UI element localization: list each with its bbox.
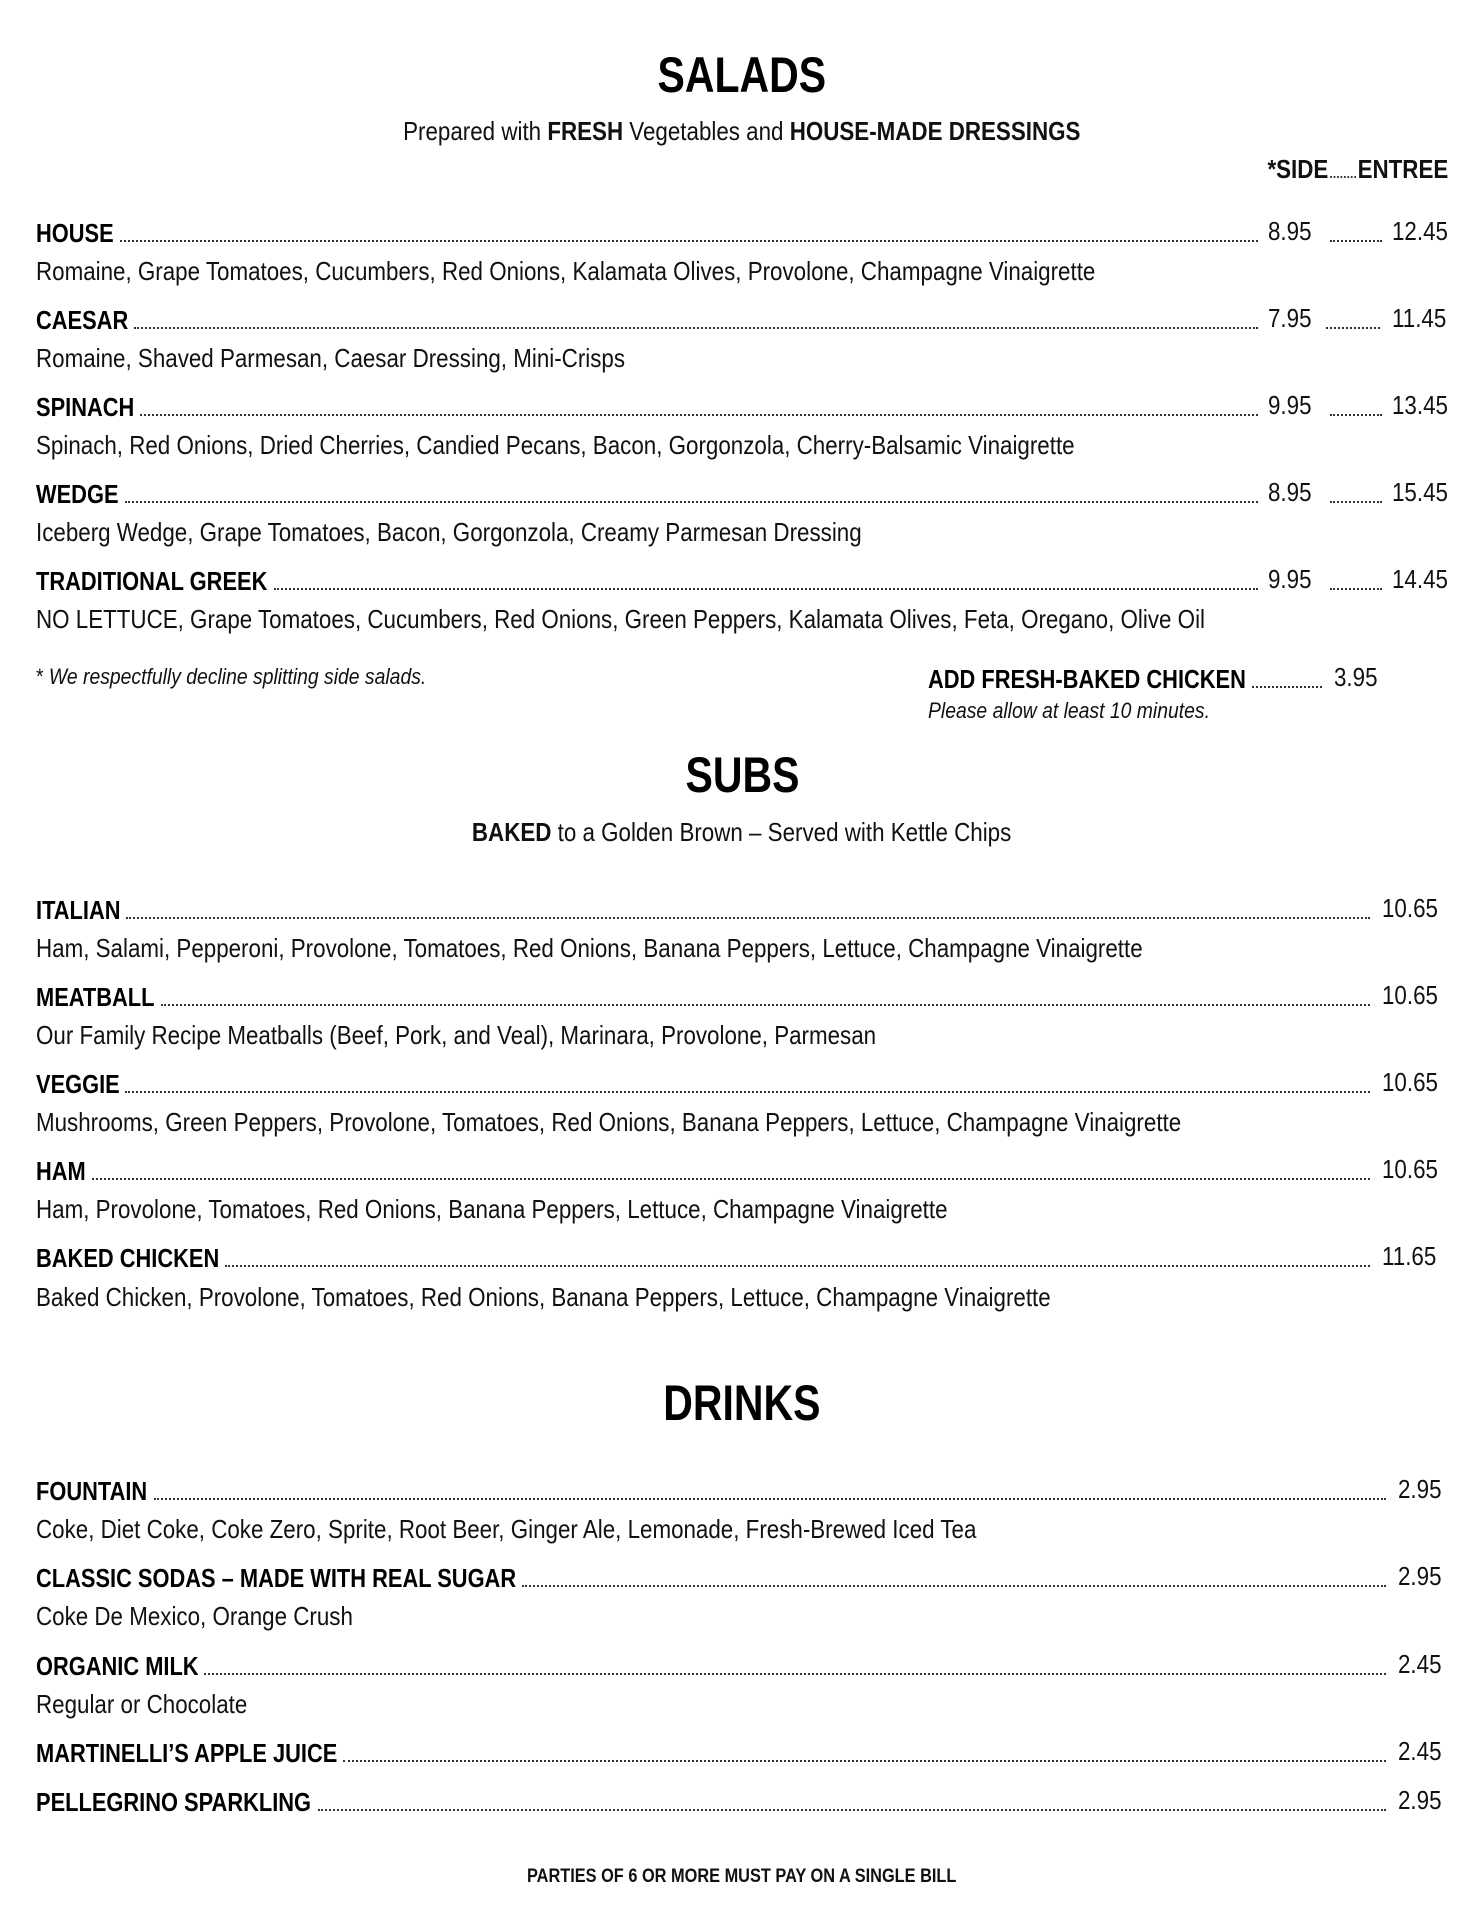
menu-item-spinach [36,390,1264,422]
menu-item-meatball [36,980,1376,1012]
menu-item-classic-sodas [36,1561,1392,1593]
menu-item-house [36,216,1264,248]
subtitle-emphasis: BAKED [472,817,552,847]
item-price: 10.65 [1382,1154,1438,1184]
item-name: VEGGIE [36,1069,120,1099]
addon-note: Please allow at least 10 minutes. [928,698,1210,723]
side-price: 8.95 [1268,477,1312,507]
item-description: Mushrooms, Green Peppers, Provolone, Tomatoes, Red Onions, Banana Peppers, Lettuce, Champagne Vinaigrette [36,1107,1182,1137]
item-description: Ham, Salami, Pepperoni, Provolone, Tomatoes, Red Onions, Banana Peppers, Lettuce, Champagne Vinaigrette [36,933,1143,963]
entree-column-label: ENTREE [1357,154,1448,184]
addon-chicken [928,662,1328,694]
leader-dots [1330,413,1382,416]
drinks-title: DRINKS [663,1375,821,1431]
item-name: WEDGE [36,479,119,509]
addon-price: 3.95 [1334,662,1378,692]
menu-item-baked-chicken [36,1241,1376,1273]
item-description: Romaine, Grape Tomatoes, Cucumbers, Red Onions, Kalamata Olives, Provolone, Champagne Vinaigrette [36,256,1096,286]
item-name: CAESAR [36,305,129,335]
menu-item-veggie [36,1067,1376,1099]
subtitle-text: Prepared with [403,116,548,146]
menu-item-ham [36,1154,1376,1186]
menu-item-wedge [36,477,1264,509]
item-description: Coke De Mexico, Orange Crush [36,1601,353,1631]
leader-dots [1326,326,1380,329]
leader-dots [225,1264,1370,1267]
side-price: 7.95 [1268,303,1312,333]
leader-dots [1330,500,1382,503]
item-description: Our Family Recipe Meatballs (Beef, Pork, and Veal), Marinara, Provolone, Parmesan [36,1020,877,1050]
leader-dots [126,916,1370,919]
item-name: ORGANIC MILK [36,1651,199,1681]
asterisk: * [36,664,44,689]
item-name: SPINACH [36,392,135,422]
side-column-label: *SIDE [1267,154,1329,184]
subtitle-emphasis: FRESH [547,116,624,146]
item-description: NO LETTUCE, Grape Tomatoes, Cucumbers, Red Onions, Green Peppers, Kalamata Olives, Feta, Oregano, Olive Oil [36,604,1206,634]
menu-item-italian [36,893,1376,925]
leader-dots [120,239,1258,242]
side-price: 9.95 [1268,564,1312,594]
item-price: 10.65 [1382,980,1438,1010]
item-description: Romaine, Shaved Parmesan, Caesar Dressing, Mini-Crisps [36,343,626,373]
item-description: Spinach, Red Onions, Dried Cherries, Candied Pecans, Bacon, Gorgonzola, Cherry-Balsamic Vinaigrette [36,430,1075,460]
addon-name: ADD FRESH-BAKED CHICKEN [928,664,1246,694]
subs-title: SUBS [685,747,799,803]
entree-price: 15.45 [1392,477,1448,507]
item-name: HOUSE [36,218,114,248]
item-name: TRADITIONAL GREEK [36,566,268,596]
item-name: PELLEGRINO SPARKLING [36,1787,312,1817]
salad-footnote [36,664,426,690]
leader-dots [318,1808,1387,1811]
menu-item-fountain [36,1474,1392,1506]
item-price: 2.95 [1398,1474,1442,1504]
side-price: 8.95 [1268,216,1312,246]
subs-subtitle [0,817,1484,847]
item-price: 2.95 [1398,1561,1442,1591]
item-name: MEATBALL [36,982,155,1012]
entree-price: 14.45 [1392,564,1448,594]
leader-dots [1330,587,1382,590]
menu-item-caesar [36,303,1264,335]
item-price: 11.65 [1382,1241,1437,1271]
leader-dots [1330,239,1382,242]
entree-price: 12.45 [1392,216,1448,246]
item-price: 2.45 [1398,1736,1442,1766]
item-name: MARTINELLI’S APPLE JUICE [36,1738,338,1768]
leader-dots [274,587,1258,590]
leader-dots [1252,685,1322,688]
salads-title: SALADS [657,47,827,103]
leader-dots [134,326,1258,329]
item-price: 2.45 [1398,1649,1442,1679]
menu-item-martinellis [36,1736,1392,1768]
price-column-header [1267,154,1448,184]
item-description: Regular or Chocolate [36,1689,248,1719]
menu-item-organic-milk [36,1649,1392,1681]
item-description: Baked Chicken, Provolone, Tomatoes, Red Onions, Banana Peppers, Lettuce, Champagne Vinaigrette [36,1282,1051,1312]
entree-price: 13.45 [1392,390,1448,420]
leader-dots [343,1759,1386,1762]
footnote-text: We respectfully decline splitting side salads. [48,664,427,689]
item-price: 2.95 [1398,1785,1442,1815]
leader-dots [125,1090,1370,1093]
item-price: 10.65 [1382,1067,1438,1097]
item-description: Ham, Provolone, Tomatoes, Red Onions, Banana Peppers, Lettuce, Champagne Vinaigrette [36,1194,948,1224]
leader-dots [522,1584,1386,1587]
menu-item-pellegrino [36,1785,1392,1817]
item-price: 10.65 [1382,893,1438,923]
leader-dots [161,1003,1370,1006]
item-name: ITALIAN [36,895,121,925]
leader-dots [1330,176,1356,178]
item-description: Coke, Diet Coke, Coke Zero, Sprite, Root Beer, Ginger Ale, Lemonade, Fresh-Brewed Iced Tea [36,1514,977,1544]
subtitle-text: Vegetables and [623,116,790,146]
leader-dots [125,500,1258,503]
item-name: CLASSIC SODAS – MADE WITH REAL SUGAR [36,1563,517,1593]
leader-dots [92,1177,1370,1180]
subtitle-text: to a Golden Brown – Served with Kettle Chips [551,817,1012,847]
leader-dots [204,1672,1386,1675]
leader-dots [140,413,1258,416]
item-name: BAKED CHICKEN [36,1243,220,1273]
item-description: Iceberg Wedge, Grape Tomatoes, Bacon, Gorgonzola, Creamy Parmesan Dressing [36,517,862,547]
leader-dots [154,1497,1386,1500]
menu-item-traditional-greek [36,564,1264,596]
footer-notice: PARTIES OF 6 OR MORE MUST PAY ON A SINGLE BILL [527,1866,957,1887]
entree-price: 11.45 [1392,303,1447,333]
salads-subtitle [0,116,1484,146]
item-name: FOUNTAIN [36,1476,148,1506]
side-price: 9.95 [1268,390,1312,420]
item-name: HAM [36,1156,86,1186]
subtitle-emphasis: HOUSE-MADE DRESSINGS [789,116,1081,146]
